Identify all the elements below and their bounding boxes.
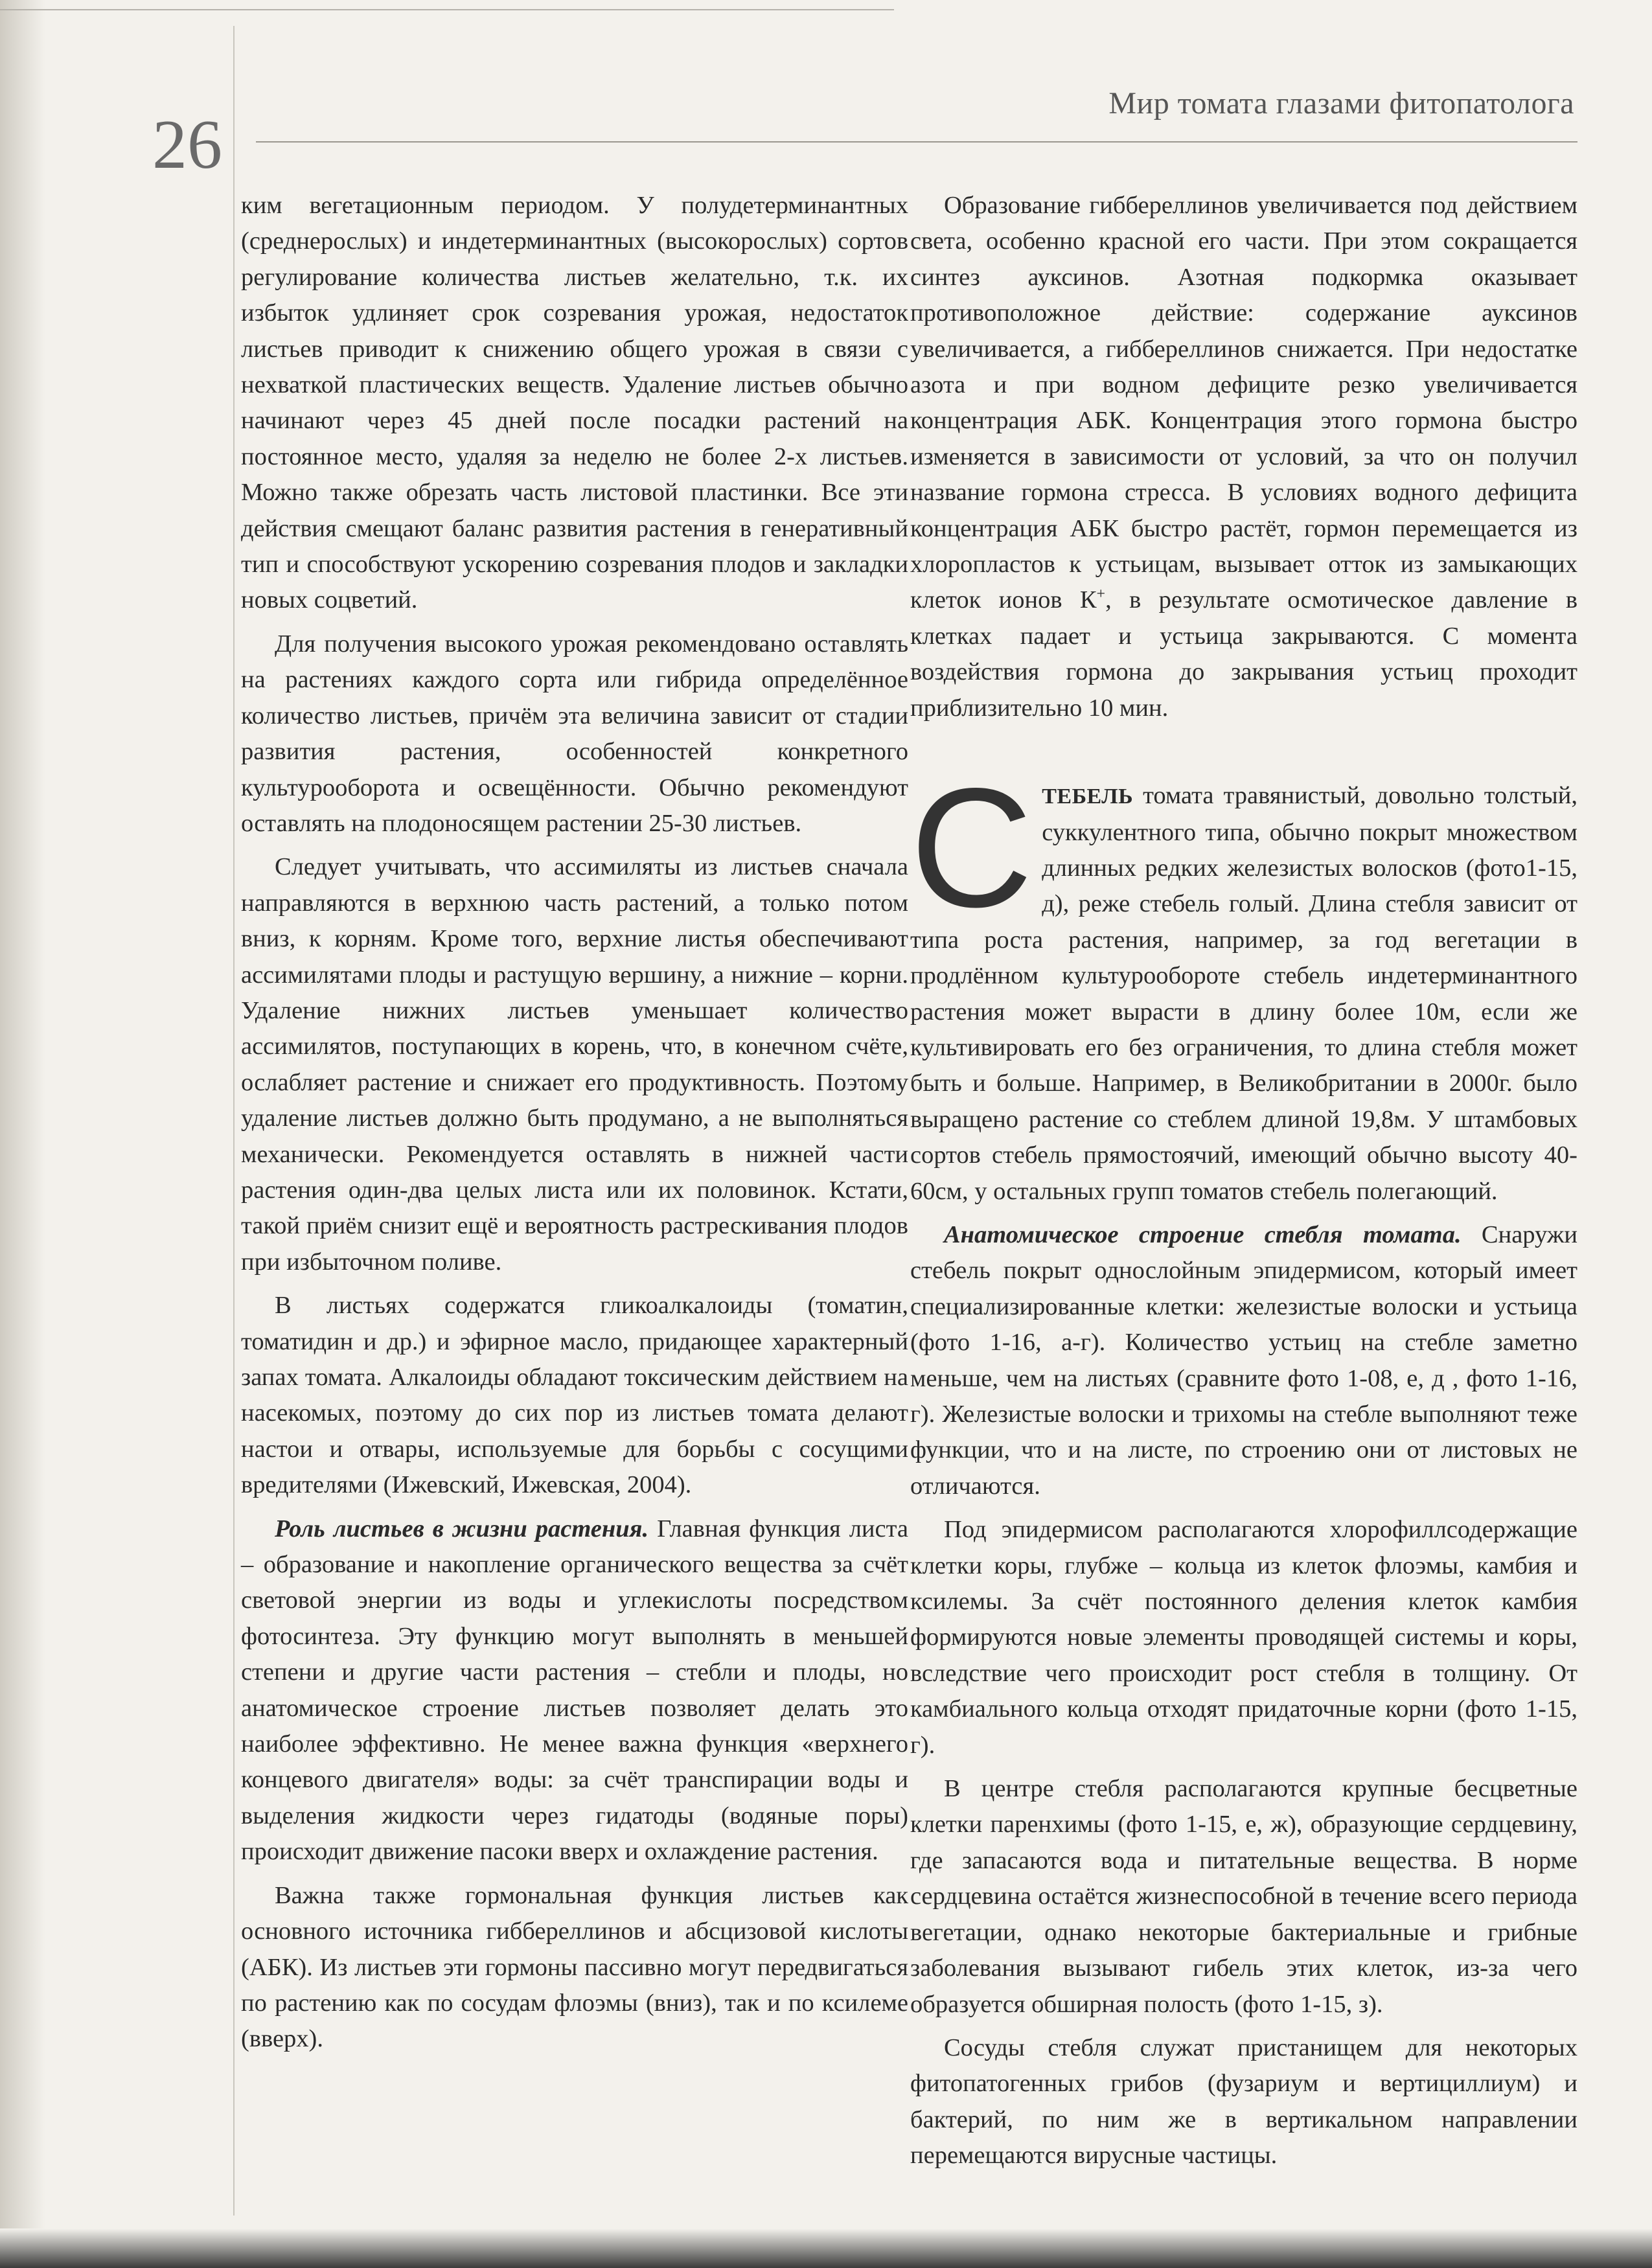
paragraph: Под эпидермисом располагаются хлорофиллсодержащие клетки коры, глубже – кольца из клеток флоэмы, камбия и ксилемы. За счёт постоянного деления клеток камбия формируются новые элементы проводящей системы и коры, вследствие чего происходит рост стебля в толщину. От камбиального кольца отходят придаточные корни (фото 1-15, г). — [910, 1516, 1577, 1759]
superscript: + — [1096, 586, 1106, 603]
paragraph-text: томата травянистый, довольно толстый, суккулентного типа, обычно покрыт множеством длинных редких железистых волосков (фото1-15, д), реже стебель голый. Длина стебля зависит от типа роста растения, например, за год вегетации в продлённом культурообороте стебель индетерминантного растения может вырасти в длину более 10м, если же культивировать его без ограничения, то длина стебля может быть и больше. Например, в Великобритании в 2000г. было выращено растение со стеблем длиной 19,8м. У штамбовых сортов стебель прямостоячий, имеющий обычно высоту 40-60см, у остальных групп томатов стебель полегающий. — [910, 782, 1577, 1205]
left-column — [241, 188, 908, 2065]
paragraph-text: , в результате осмотическое давление в клетках падает и устьица закрываются. С момента воздействия гормона до закрывания устьиц проходит приблизительно 10 мин. — [910, 586, 1578, 722]
running-title: Мир томата глазами фитопатолога — [1108, 86, 1574, 120]
top-rule — [0, 9, 894, 10]
paragraph-text: Образование гиббереллинов увеличивается под действием света, особенно красной его части. При этом сокращается синтез ауксинов. Азотная подкормка оказывает противоположное действие: содержание ауксинов увеличивается, а гиббереллинов снижается. При недостатке азота и при водном дефиците резко увеличивается концентрация АБК. Концентрация этого гормона быстро изменяется в зависимости от условий, за что он получил название гормона стресса. В условиях водного дефицита концентрация АБК быстро растёт, гормон перемещается из хлоропластов к устьицам, вызывает отток из замыкающих клеток ионов К — [910, 192, 1577, 614]
paragraph: Сосуды стебля служат пристанищем для некоторых фитопатогенных грибов (фузариум и вертициллиум) и бактерий, по ним же в вертикальном направлении перемещаются вирусные частицы. — [910, 2033, 1577, 2170]
section-heading-stem-anatomy: Анатомическое строение стебля томата. — [944, 1220, 1462, 1248]
paragraph: Важна также гормональная функция листьев как основного источника гиббереллинов и абсцизовой кислоты (АБК). Из листьев эти гормоны пассивно могут передвигаться по растению как по сосудам флоэмы (вниз), так и по ксилеме (вверх). — [241, 1881, 908, 2053]
section-heading-stem: ТЕБЕЛЬ — [1042, 785, 1134, 809]
paragraph — [910, 188, 1577, 726]
right-column — [910, 188, 1577, 2182]
paragraph-stem — [910, 753, 1577, 1209]
margin-rule — [233, 26, 235, 2216]
section-heading-leaf-role: Роль листьев в жизни растения. — [275, 1515, 649, 1542]
drop-cap: С — [910, 753, 1033, 943]
bottom-shadow — [0, 2228, 1652, 2268]
paragraph-text: Главная функция листа – образование и накопление органического вещества за счёт световой энергии из воды и углекислоты посредством фотосинтеза. Эту функцию могут выполнять в меньшей степени и другие части растения – стебли и плоды, но анатомическое строение листьев позволяет делать это наиболее эффективно. Не менее важна функция «верхнего концевого двигателя» воды: за счёт транспирации воды и выделения жидкости через гидатоды (водяные поры) происходит движение пасоки вверх и охлаждение растения. — [241, 1515, 909, 1866]
paragraph: Следует учитывать, что ассимиляты из листьев сначала направляются в верхнюю часть растений, а только потом вниз, к корням. Кроме того, верхние листья обеспечивают ассимилятами плоды и растущую вершину, а нижние – корни. Удаление нижних листьев уменьшает количество ассимилятов, поступающих в корень, что, в конечном счёте, ослабляет растение и снижает его продуктивность. Поэтому удаление листьев должно быть продумано, а не выполняться механически. Рекомендуется оставлять в нижней части растения один-два целых листа или их половинок. Кстати, такой приём снизит ещё и вероятность растрескивания плодов при избыточном поливе. — [241, 853, 908, 1276]
paragraph-text: Снаружи стебель покрыт однослойным эпидермисом, который имеет специализированные клетки: железистые волоски и устьица (фото 1-16, а-г). Количество устьиц на стебле заметно меньше, чем на листьях (сравните фото 1-08, е, д , фото 1-16, г). Железистые волоски и трихомы на стебле выполняют теже функции, что и на листе, по строению они от листовых не отличаются. — [910, 1220, 1577, 1500]
gutter-shadow — [0, 0, 45, 2268]
paragraph: ким вегетационным периодом. У полудетерминантных (среднерослых) и индетерминантных (высокорослых) сортов регулирование количества листьев желательно, т.к. их избыток удлиняет срок созревания урожая, недостаток листьев приводит к снижению общего урожая в связи с нехваткой пластических веществ. Удаление листьев обычно начинают через 45 дней после посадки растений на постоянное место, удаляя за неделю не более 2-х листьев. Можно также обрезать часть листовой пластинки. Все эти действия смещают баланс развития растения в генеративный тип и способствуют ускорению созревания плодов и закладки новых соцветий. — [241, 192, 908, 614]
paragraph: В центре стебля располагаются крупные бесцветные клетки паренхимы (фото 1-15, е, ж), образующие сердцевину, где запасаются вода и питательные вещества. В норме сердцевина остаётся жизнеспособной в течение всего периода вегетации, однако некоторые бактериальные и грибные заболевания вызывают гибель этих клеток, из-за чего образуется обширная полость (фото 1-15, з). — [910, 1775, 1577, 2018]
paragraph — [241, 1511, 908, 1870]
header-rule — [256, 141, 1577, 143]
paragraph: В листьях содержатся гликоалкалоиды (томатин, томатидин и др.) и эфирное масло, придающее характерный запах томата. Алкалоиды обладают токсическим действием на насекомых, поэтому до сих пор из листьев томата делают настои и отвары, используемые для борьбы с сосущими вредителями (Ижевский, Ижевская, 2004). — [241, 1292, 908, 1499]
paragraph — [910, 1217, 1577, 1504]
page-number: 26 — [152, 106, 222, 183]
paragraph: Для получения высокого урожая рекомендовано оставлять на растениях каждого сорта или гибрида определённое количество листьев, причём эта величина зависит от стадии развития растения, особенностей конкретного культурооборота и освещённости. Обычно рекомендуют оставлять на плодоносящем растении 25-30 листьев. — [241, 630, 908, 837]
